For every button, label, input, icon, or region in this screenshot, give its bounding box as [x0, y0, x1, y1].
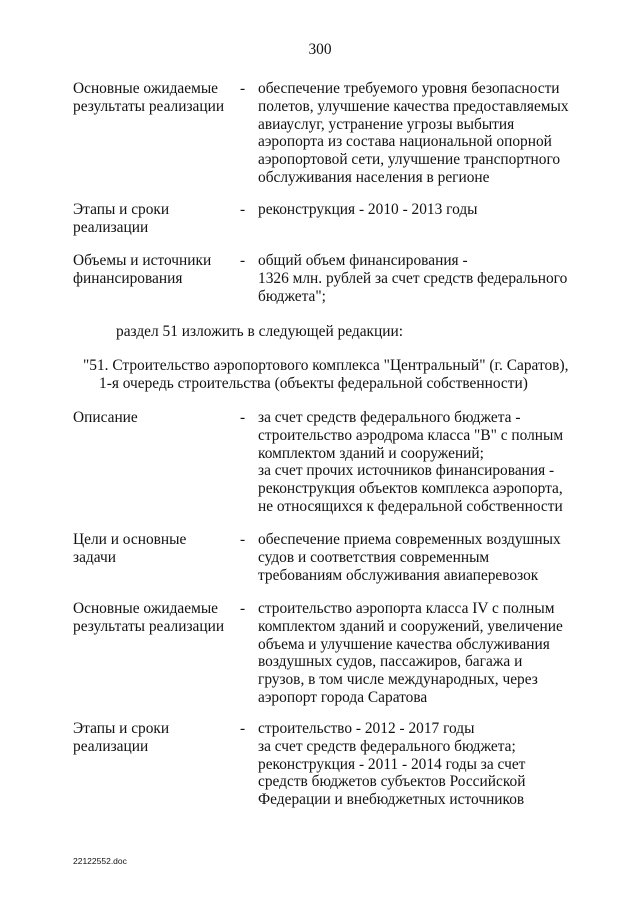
row-description: обеспечение требуемого уровня безопасности полетов, улучшение качества предоставляемых авиауслуг, устранение угрозы выбытия аэропорта из состава национальной опорной аэропортовой сети, улучшение транспортного обслуживания населения в регионе — [258, 80, 569, 186]
row-label: Этапы и сроки реализации — [73, 720, 170, 755]
row-dash: - — [240, 409, 246, 426]
row-label: Этапы и сроки реализации — [73, 201, 170, 236]
row-description: строительство аэропорта класса IV с полным комплектом зданий и сооружений, увеличение объема и улучшение качества обслуживания воздушных судов, пассажиров, багажа и грузов, в том числе международных, через аэропорт города Саратова — [258, 600, 563, 706]
row-description: строительство - 2012 - 2017 годы за счет средств федерального бюджета; реконструкция - 2011 - 2014 годы за счет средств бюджетов субъектов Российской Федерации и внебюджетных источников — [258, 720, 526, 809]
row-dash: - — [240, 80, 246, 97]
row-label: Цели и основные задачи — [73, 531, 187, 566]
row-description: обеспечение приема современных воздушных судов и соответствия современным требованиям обслуживания авиаперевозок — [258, 531, 561, 584]
amendment-intro: раздел 51 изложить в следующей редакции: — [116, 323, 404, 340]
row-description: за счет средств федерального бюджета - строительство аэродрома класса "В" с полным комплектом зданий и сооружений; за счет прочих источников финансирования - реконструкция объектов комплекса аэропорта, не относящихся к федеральной собственности — [258, 409, 564, 515]
row-label: Основные ожидаемые результаты реализации — [73, 600, 225, 635]
row-description: реконструкция - 2010 - 2013 годы — [258, 201, 478, 218]
row-dash: - — [240, 720, 246, 737]
row-dash: - — [240, 531, 246, 548]
row-dash: - — [240, 600, 246, 617]
row-dash: - — [240, 201, 246, 218]
page-number: 300 — [308, 41, 332, 58]
row-dash: - — [240, 252, 246, 269]
document-filename: 22122552.doc — [73, 856, 127, 866]
section-heading: "51. Строительство аэропортового комплекса "Центральный" (г. Саратов), 1-я очередь строительства (объекты федеральной собственности) — [83, 357, 569, 392]
row-description: общий объем финансирования - 1326 млн. рублей за счет средств федерального бюджета"; — [258, 252, 568, 305]
row-label: Основные ожидаемые результаты реализации — [73, 80, 225, 115]
row-label: Объемы и источники финансирования — [73, 252, 212, 287]
row-label: Описание — [73, 409, 138, 426]
